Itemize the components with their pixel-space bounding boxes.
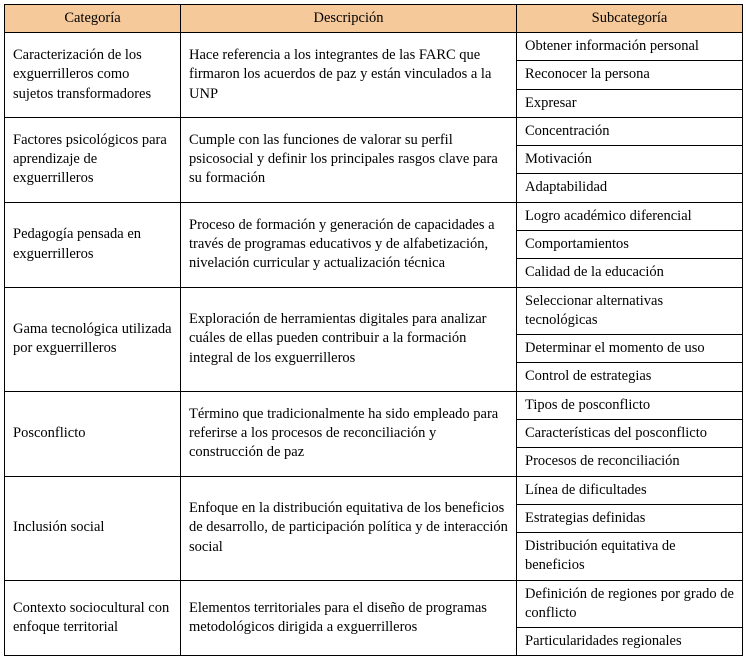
cell-subcategoria: Reconocer la persona	[517, 61, 743, 89]
cell-subcategoria: Comportamientos	[517, 230, 743, 258]
cell-subcategoria: Determinar el momento de uso	[517, 335, 743, 363]
column-header-descripcion: Descripción	[181, 5, 517, 33]
column-header-subcategoria: Subcategoría	[517, 5, 743, 33]
cell-subcategoria: Procesos de reconciliación	[517, 448, 743, 476]
table-row	[5, 580, 743, 628]
table-row	[5, 476, 743, 504]
categories-table	[4, 4, 743, 656]
header-row	[5, 5, 743, 33]
cell-descripcion: Enfoque en la distribución equitativa de los beneficios de desarrollo, de participación política y de interacción social	[181, 476, 517, 580]
table-body	[5, 33, 743, 656]
cell-descripcion: Hace referencia a los integrantes de las FARC que firmaron los acuerdos de paz y están vinculados a la UNP	[181, 33, 517, 118]
cell-categoria: Inclusión social	[5, 476, 181, 580]
cell-descripcion: Cumple con las funciones de valorar su perfil psicosocial y definir los principales rasgos clave para su formación	[181, 117, 517, 202]
cell-subcategoria: Obtener información personal	[517, 33, 743, 61]
cell-subcategoria: Motivación	[517, 146, 743, 174]
cell-subcategoria: Características del posconflicto	[517, 419, 743, 447]
cell-descripcion: Elementos territoriales para el diseño de programas metodológicos dirigida a exguerrilleros	[181, 580, 517, 656]
table-row	[5, 287, 743, 335]
table-row	[5, 33, 743, 61]
cell-subcategoria: Control de estrategias	[517, 363, 743, 391]
cell-categoria: Factores psicológicos para aprendizaje de exguerrilleros	[5, 117, 181, 202]
cell-subcategoria: Calidad de la educación	[517, 259, 743, 287]
cell-descripcion: Proceso de formación y generación de capacidades a través de programas educativos y de alfabetización, nivelación curricular y actualización técnica	[181, 202, 517, 287]
table-row	[5, 202, 743, 230]
cell-subcategoria: Estrategias definidas	[517, 504, 743, 532]
cell-subcategoria: Expresar	[517, 89, 743, 117]
cell-subcategoria: Línea de dificultades	[517, 476, 743, 504]
cell-descripcion: Exploración de herramientas digitales para analizar cuáles de ellas pueden contribuir a la formación integral de los exguerrilleros	[181, 287, 517, 391]
table-head	[5, 5, 743, 33]
column-header-categoria: Categoría	[5, 5, 181, 33]
cell-categoria: Gama tecnológica utilizada por exguerrilleros	[5, 287, 181, 391]
cell-categoria: Posconflicto	[5, 391, 181, 476]
cell-subcategoria: Distribución equitativa de beneficios	[517, 533, 743, 581]
cell-subcategoria: Seleccionar alternativas tecnológicas	[517, 287, 743, 335]
cell-subcategoria: Particularidades regionales	[517, 628, 743, 656]
cell-subcategoria: Definición de regiones por grado de conflicto	[517, 580, 743, 628]
cell-subcategoria: Tipos de posconflicto	[517, 391, 743, 419]
cell-categoria: Pedagogía pensada en exguerrilleros	[5, 202, 181, 287]
table-row	[5, 391, 743, 419]
cell-subcategoria: Adaptabilidad	[517, 174, 743, 202]
cell-categoria: Caracterización de los exguerrilleros como sujetos transformadores	[5, 33, 181, 118]
cell-descripcion: Término que tradicionalmente ha sido empleado para referirse a los procesos de reconciliación y construcción de paz	[181, 391, 517, 476]
cell-subcategoria: Logro académico diferencial	[517, 202, 743, 230]
cell-subcategoria: Concentración	[517, 117, 743, 145]
cell-categoria: Contexto sociocultural con enfoque territorial	[5, 580, 181, 656]
table-row	[5, 117, 743, 145]
